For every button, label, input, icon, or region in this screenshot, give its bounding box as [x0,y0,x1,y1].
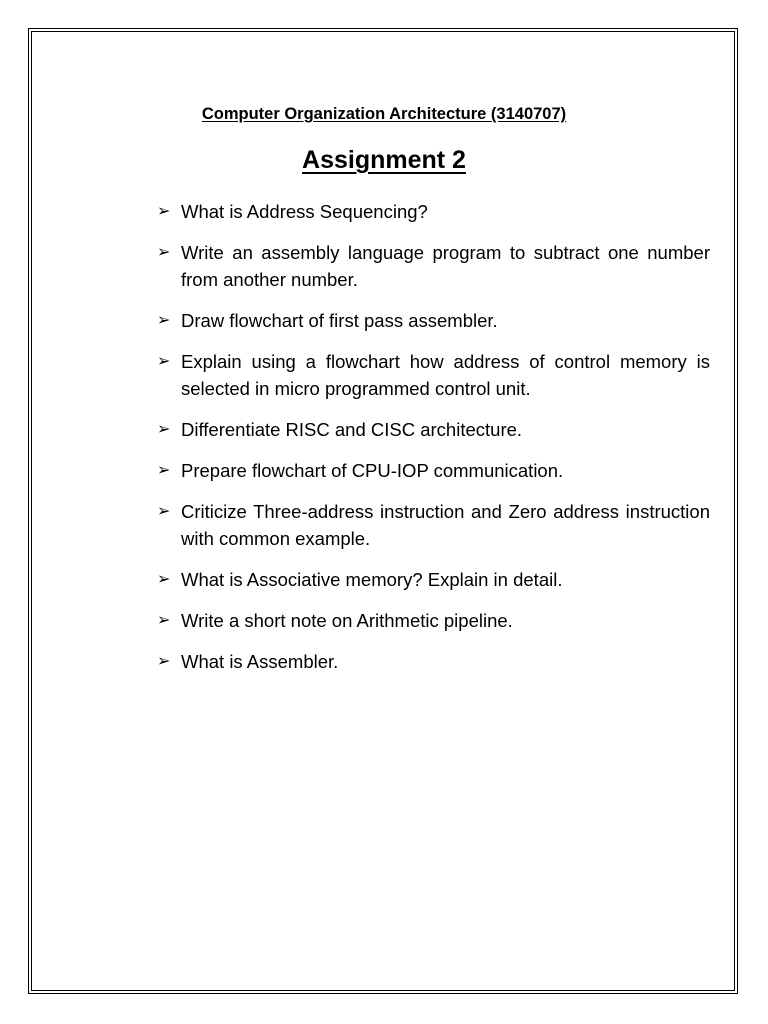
question-item [157,566,710,593]
question-item [157,198,710,225]
question-item [157,348,710,402]
arrow-bullet-icon: ➢ [157,203,171,220]
arrow-bullet-icon: ➢ [157,612,171,629]
question-text: What is Associative memory? Explain in detail. [181,569,563,590]
question-list [157,198,710,689]
arrow-bullet-icon: ➢ [157,353,171,370]
arrow-bullet-icon: ➢ [157,653,171,670]
arrow-bullet-icon: ➢ [157,462,171,479]
question-text: What is Address Sequencing? [181,201,428,222]
question-text: Write a short note on Arithmetic pipeline. [181,610,513,631]
question-text: Criticize Three-address instruction and Zero address instruction with common example. [181,501,710,549]
question-text: Draw flowchart of first pass assembler. [181,310,498,331]
arrow-bullet-icon: ➢ [157,571,171,588]
question-item [157,648,710,675]
question-item [157,498,710,552]
question-text: What is Assembler. [181,651,339,672]
question-text: Differentiate RISC and CISC architecture. [181,419,523,440]
arrow-bullet-icon: ➢ [157,503,171,520]
question-item [157,239,710,293]
question-item [157,307,710,334]
question-text: Explain using a flowchart how address of control memory is selected in micro programmed control unit. [181,351,710,399]
question-text: Prepare flowchart of CPU-IOP communication. [181,460,564,481]
arrow-bullet-icon: ➢ [157,312,171,329]
assignment-title: Assignment 2 [302,146,466,174]
arrow-bullet-icon: ➢ [157,244,171,261]
arrow-bullet-icon: ➢ [157,421,171,438]
question-text: Write an assembly language program to subtract one number from another number. [181,242,710,290]
course-title: Computer Organization Architecture (3140707) [201,105,567,123]
question-item [157,607,710,634]
question-item [157,457,710,484]
question-item [157,416,710,443]
